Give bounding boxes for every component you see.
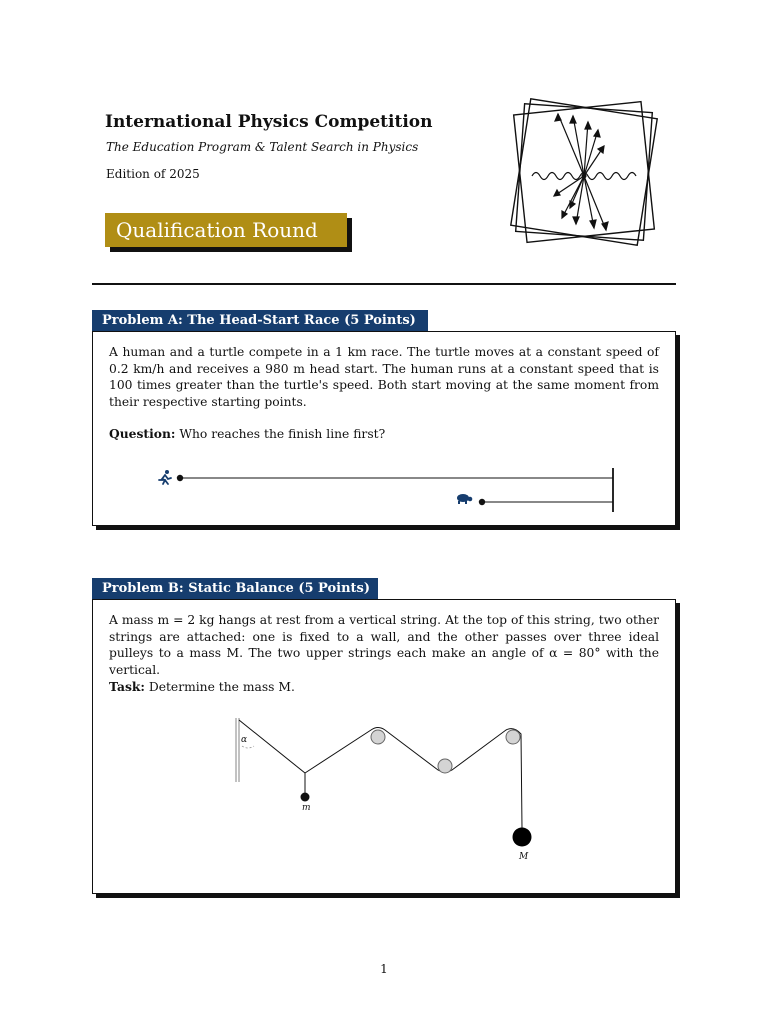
big-mass bbox=[513, 828, 532, 847]
big-mass-label: M bbox=[519, 852, 529, 862]
small-mass-label: m bbox=[302, 803, 311, 813]
competition-title: International Physics Competition bbox=[105, 112, 433, 132]
pulley-right bbox=[506, 730, 520, 744]
wall-string bbox=[239, 720, 305, 773]
round-banner bbox=[105, 213, 347, 247]
problem-a-question bbox=[109, 426, 385, 441]
angle-label: α bbox=[241, 735, 248, 745]
turtle-icon bbox=[457, 494, 472, 504]
angle-arc bbox=[242, 746, 254, 748]
competition-logo bbox=[500, 96, 670, 252]
edition-label: Edition of 2025 bbox=[106, 167, 200, 181]
pulley-middle bbox=[438, 759, 452, 773]
problem-a-tab: Problem A: The Head-Start Race (5 Points) bbox=[92, 310, 428, 331]
pulley-string bbox=[305, 728, 522, 829]
task-label: Task: bbox=[109, 679, 145, 694]
task-text: Determine the mass M. bbox=[148, 680, 295, 694]
question-text: Who reaches the finish line first? bbox=[179, 427, 386, 441]
problem-b-text: A mass m = 2 kg hangs at rest from a vertical string. At the top of this string, two other strings are attached: one is fixed to a wall, and the other passes over three ideal pulleys to a mass M. The two upper strings each make an angle of α = 80° with the vertical. bbox=[109, 613, 659, 677]
page-number: 1 bbox=[380, 962, 388, 976]
runner-icon bbox=[159, 470, 171, 484]
problem-a-text: A human and a turtle compete in a 1 km race. The turtle moves at a constant speed of 0.2 km/h and receives a 980 m head start. The human runs at a constant speed that is 100 times greater than the turtle's speed. Both start moving at the same moment from their respective starting points. bbox=[109, 345, 659, 409]
problem-b-tab: Problem B: Static Balance (5 Points) bbox=[92, 578, 378, 599]
question-label: Question: bbox=[109, 426, 176, 441]
pulley-left bbox=[371, 730, 385, 744]
wall bbox=[236, 718, 239, 782]
pulley-diagram bbox=[228, 712, 538, 867]
header-divider bbox=[92, 283, 676, 285]
small-mass bbox=[301, 793, 310, 802]
round-title: Qualification Round bbox=[105, 213, 347, 247]
program-subtitle: The Education Program & Talent Search in Physics bbox=[106, 140, 419, 154]
problem-b-task bbox=[109, 679, 295, 694]
race-diagram bbox=[150, 462, 630, 518]
